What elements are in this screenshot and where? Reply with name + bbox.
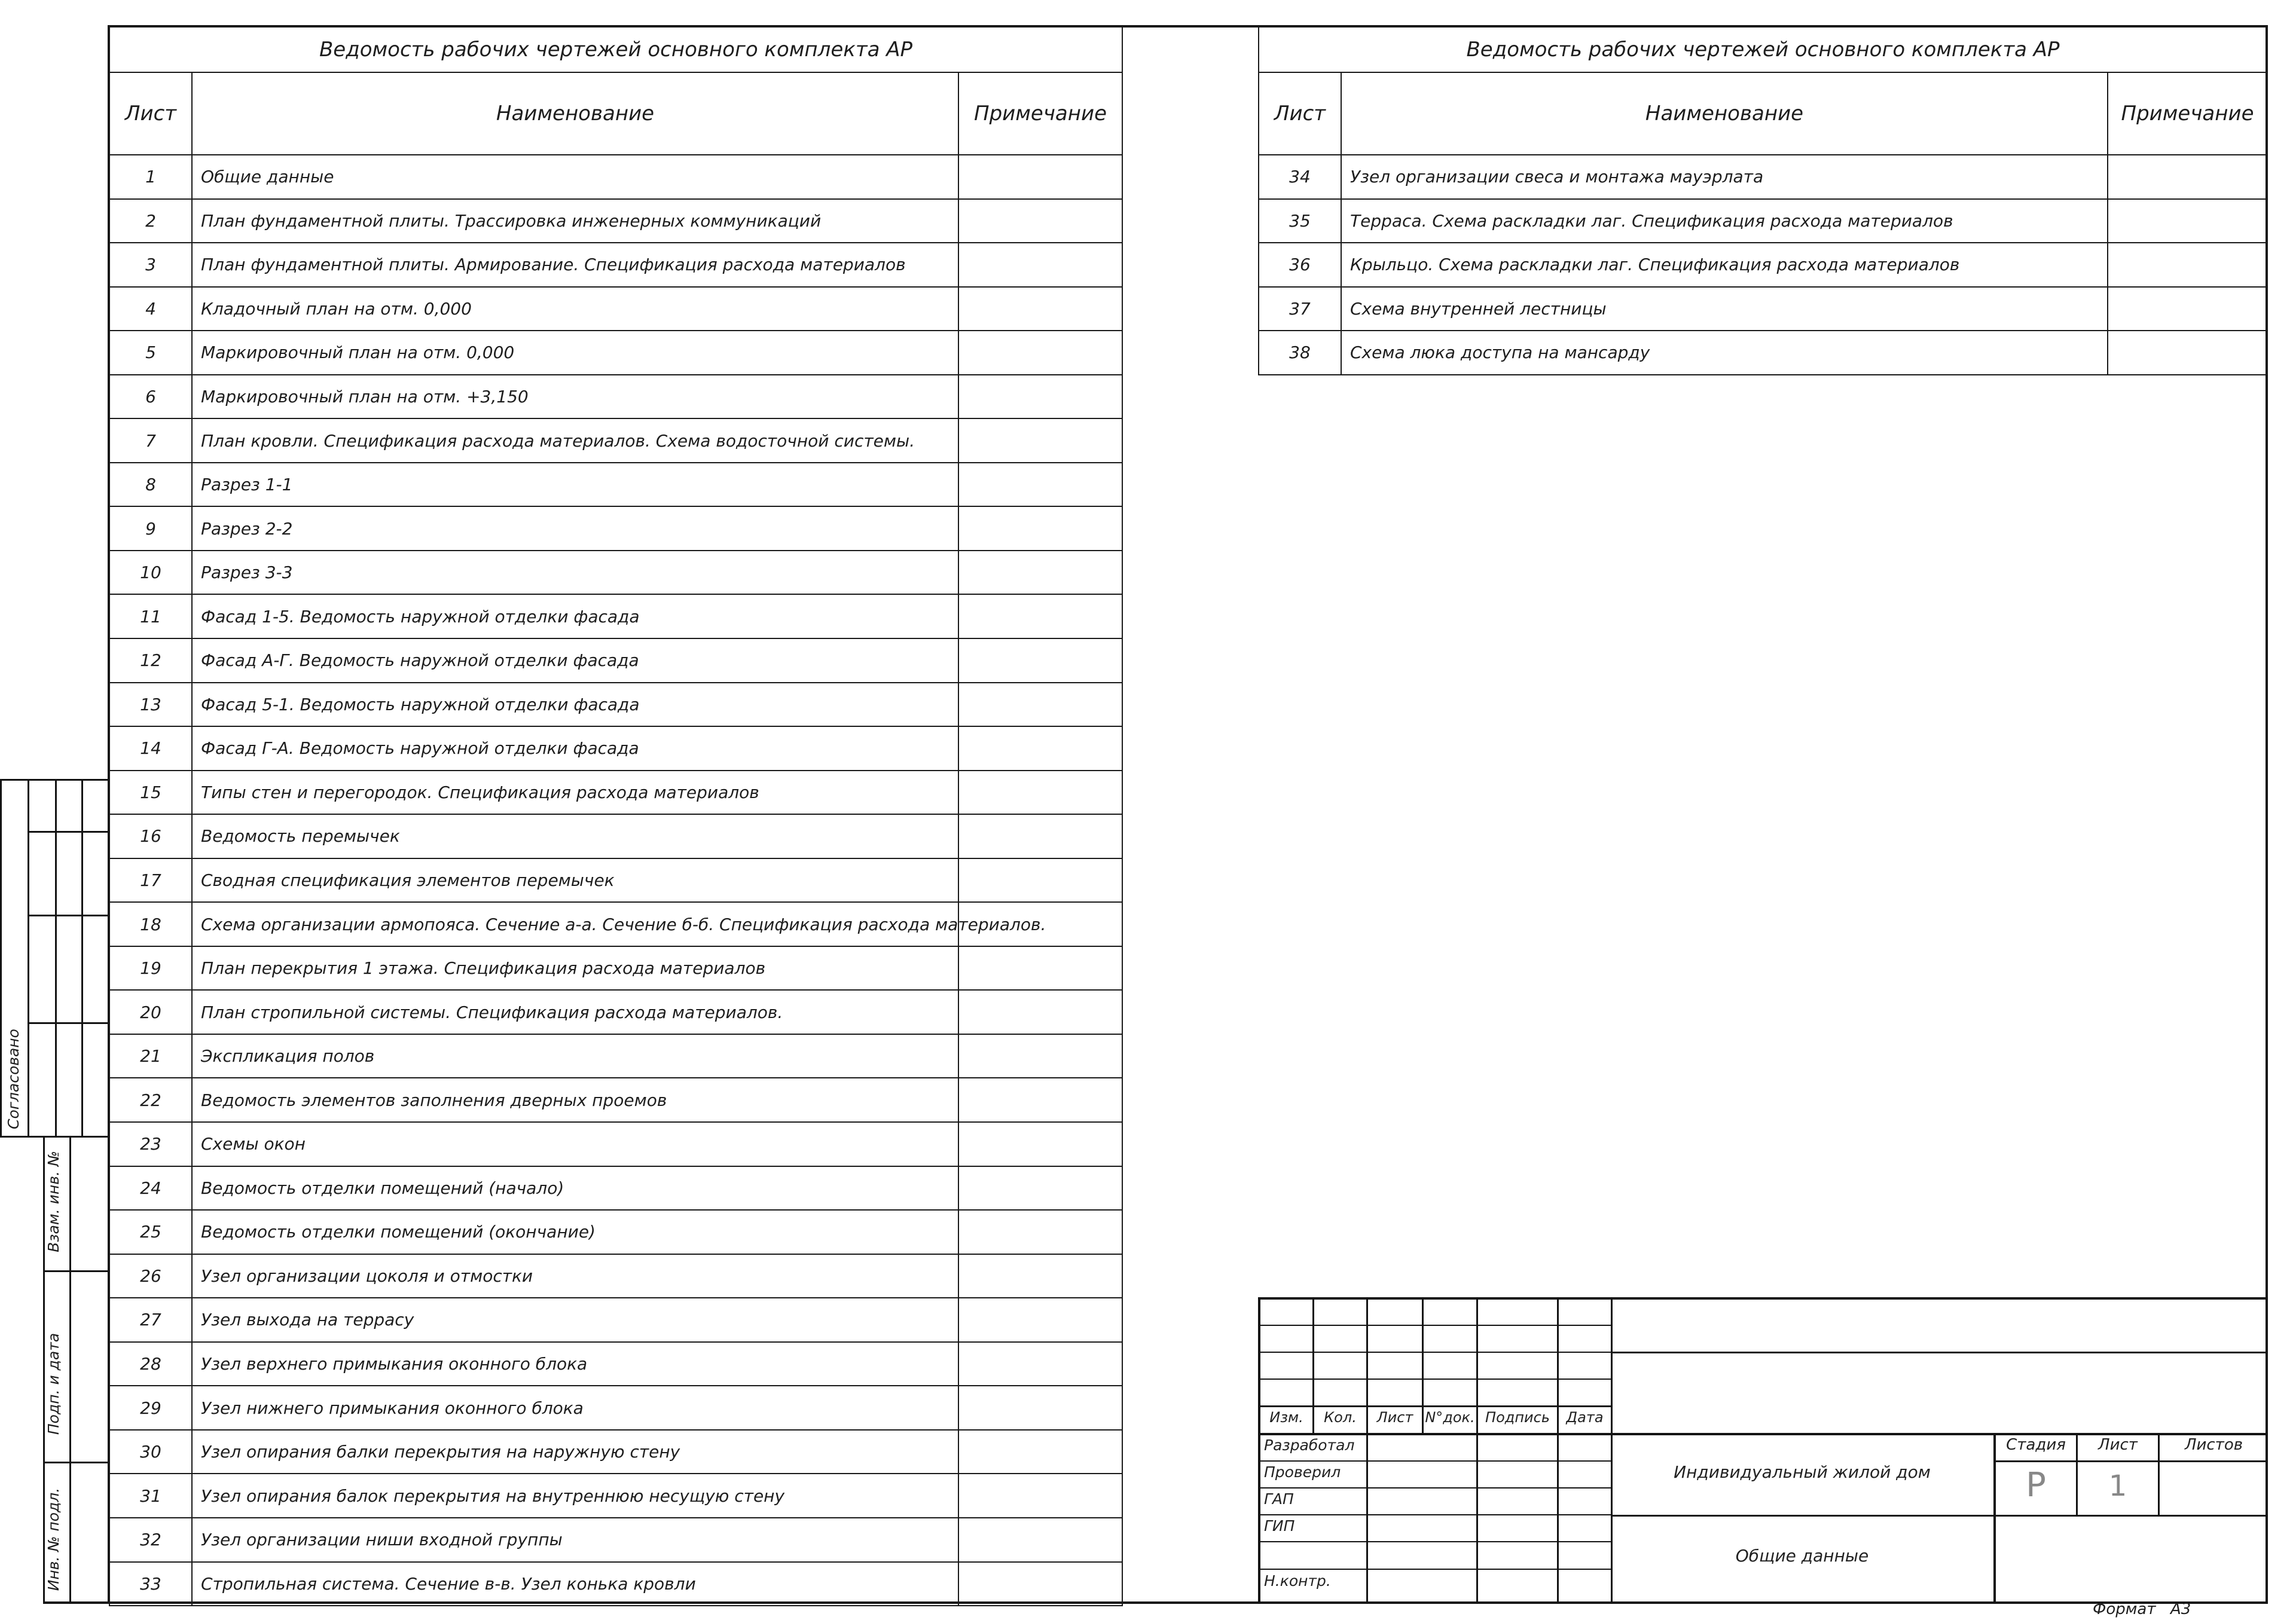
sheet-title: Фасад 1-5. Ведомость наружной отделки фасада <box>192 594 958 638</box>
table-row <box>109 331 1122 375</box>
title-block-header: N°док. <box>1425 1409 1475 1426</box>
col-header-sheet: Лист <box>1259 72 1341 155</box>
sheet-title: Узел нижнего примыкания оконного блока <box>192 1386 958 1430</box>
col-header-note: Примечание <box>2108 72 2267 155</box>
sheet-number: 8 <box>109 463 192 507</box>
sheet-number: 2 <box>109 199 192 243</box>
sheet-title: План фундаментной плиты. Трассировка инженерных коммуникаций <box>192 199 958 243</box>
side-stamp-inv-orig: Инв. № подл. <box>45 1487 62 1591</box>
sheet-title: Разрез 2-2 <box>192 506 958 551</box>
sheet-note <box>958 1342 1122 1386</box>
sheet-value: 1 <box>2108 1469 2127 1503</box>
sheet-note <box>958 155 1122 199</box>
sheet-title: Терраса. Схема раскладки лаг. Спецификация расхода материалов <box>1341 199 2108 243</box>
table-row <box>109 1254 1122 1298</box>
sheet-note <box>958 1210 1122 1254</box>
sheet-title: Ведомость отделки помещений (начало) <box>192 1166 958 1211</box>
sheet-number: 31 <box>109 1474 192 1518</box>
table-row <box>109 1078 1122 1122</box>
sheet-note <box>958 1474 1122 1518</box>
table-row <box>109 506 1122 551</box>
sheet-title: Разрез 3-3 <box>192 551 958 595</box>
sheet-note <box>958 1122 1122 1166</box>
sheet-title: План стропильной системы. Спецификация расхода материалов. <box>192 990 958 1034</box>
sheet-title: Схема люка доступа на мансарду <box>1341 331 2108 375</box>
sheet-number: 32 <box>109 1518 192 1562</box>
sheet-note <box>2108 331 2267 375</box>
sheet-note <box>958 814 1122 858</box>
sheet-number: 16 <box>109 814 192 858</box>
sheet-note <box>958 551 1122 595</box>
sheet-number: 1 <box>109 155 192 199</box>
sheet-note <box>958 990 1122 1034</box>
sheet-title: Ведомость отделки помещений (окончание) <box>192 1210 958 1254</box>
sheet-note <box>958 726 1122 771</box>
sheet-title: Схема организации армопояса. Сечение а-а. Сечение б-б. Спецификация расхода материалов. <box>192 902 958 946</box>
sheet-number: 28 <box>109 1342 192 1386</box>
sheet-number: 35 <box>1259 199 1341 243</box>
sheet-title: Узел верхнего примыкания оконного блока <box>192 1342 958 1386</box>
table-row <box>109 902 1122 946</box>
table-row <box>109 418 1122 463</box>
title-block-header: Изм. <box>1269 1409 1303 1426</box>
sheet-number: 33 <box>109 1562 192 1606</box>
table-row <box>109 375 1122 419</box>
sheet-number: 5 <box>109 331 192 375</box>
sheet-number: 6 <box>109 375 192 419</box>
sheet-note <box>958 331 1122 375</box>
table-row <box>109 243 1122 287</box>
sheet-number: 37 <box>1259 287 1341 331</box>
sheet-list-table-left <box>109 26 1123 1606</box>
sheet-number: 24 <box>109 1166 192 1211</box>
title-block-role: Н.контр. <box>1264 1572 1331 1590</box>
sheet-title: Маркировочный план на отм. +3,150 <box>192 375 958 419</box>
sheet-title: План фундаментной плиты. Армирование. Спецификация расхода материалов <box>192 243 958 287</box>
sheet-note <box>958 771 1122 815</box>
col-header-note: Примечание <box>958 72 1122 155</box>
sheet-title: Разрез 1-1 <box>192 463 958 507</box>
title-block-header: Кол. <box>1324 1409 1357 1426</box>
sheet-note <box>958 1518 1122 1562</box>
sheet-note <box>2108 243 2267 287</box>
title-block-role: Проверил <box>1264 1463 1341 1481</box>
sheet-title: План перекрытия 1 этажа. Спецификация расхода материалов <box>192 946 958 991</box>
sheet-note <box>2108 199 2267 243</box>
sheet-number: 25 <box>109 1210 192 1254</box>
sheet-note <box>2108 287 2267 331</box>
table-row <box>109 594 1122 638</box>
table-row <box>1259 287 2267 331</box>
sheet-title: Узел организации цоколя и отмостки <box>192 1254 958 1298</box>
table-row <box>109 1562 1122 1606</box>
sheet-note <box>958 1254 1122 1298</box>
table-row <box>109 1298 1122 1342</box>
format-value: А3 <box>2170 1600 2191 1618</box>
table-row <box>109 1034 1122 1078</box>
table-row <box>109 814 1122 858</box>
sheet-title: Общие данные <box>192 155 958 199</box>
sheet-note <box>958 946 1122 991</box>
sheet-number: 11 <box>109 594 192 638</box>
sheet-note <box>958 683 1122 727</box>
table-row <box>109 946 1122 991</box>
table-row <box>109 551 1122 595</box>
sheet-number: 15 <box>109 771 192 815</box>
sheet-number: 18 <box>109 902 192 946</box>
sheet-title: Узел организации свеса и монтажа мауэрлата <box>1341 155 2108 199</box>
sheet-note <box>958 199 1122 243</box>
table-row <box>109 771 1122 815</box>
sheet-number: 36 <box>1259 243 1341 287</box>
table-row <box>1259 331 2267 375</box>
sheet-number: 22 <box>109 1078 192 1122</box>
sheet-label: Лист <box>2098 1436 2138 1454</box>
project-name: Индивидуальный жилой дом <box>1674 1462 1931 1482</box>
sheet-number: 38 <box>1259 331 1341 375</box>
sheet-note <box>958 506 1122 551</box>
sheet-number: 27 <box>109 1298 192 1342</box>
sheet-note <box>958 594 1122 638</box>
sheet-number: 23 <box>109 1122 192 1166</box>
sheet-number: 19 <box>109 946 192 991</box>
sheet-note <box>958 243 1122 287</box>
sheet-note <box>958 1166 1122 1211</box>
sheet-title: Стропильная система. Сечение в-в. Узел конька кровли <box>192 1562 958 1606</box>
sheet-note <box>958 418 1122 463</box>
sheet-note <box>958 858 1122 903</box>
table-row <box>1259 243 2267 287</box>
sheet-number: 9 <box>109 506 192 551</box>
sheets-label: Листов <box>2184 1436 2243 1454</box>
sheet-title: Ведомость перемычек <box>192 814 958 858</box>
sheet-number: 30 <box>109 1430 192 1474</box>
title-block-header: Дата <box>1566 1409 1604 1426</box>
sheet-title: Ведомость элементов заполнения дверных проемов <box>192 1078 958 1122</box>
sheet-note <box>2108 155 2267 199</box>
sheet-title: План кровли. Спецификация расхода материалов. Схема водосточной системы. <box>192 418 958 463</box>
sheet-title: Крыльцо. Схема раскладки лаг. Спецификация расхода материалов <box>1341 243 2108 287</box>
sheet-note <box>958 287 1122 331</box>
sheet-name: Общие данные <box>1735 1546 1869 1566</box>
col-header-name: Наименование <box>192 72 958 155</box>
table-row <box>109 858 1122 903</box>
sheet-number: 20 <box>109 990 192 1034</box>
sheet-number: 7 <box>109 418 192 463</box>
table-row <box>109 1518 1122 1562</box>
sheet-note <box>958 1078 1122 1122</box>
sheet-title: Схема внутренней лестницы <box>1341 287 2108 331</box>
sheet-number: 13 <box>109 683 192 727</box>
side-stamp-agreed: Согласовано <box>5 1029 22 1129</box>
sheet-list-table-right <box>1258 26 2268 375</box>
sheet-number: 4 <box>109 287 192 331</box>
stage-value: Р <box>2026 1466 2046 1505</box>
table-row <box>109 990 1122 1034</box>
sheet-note <box>958 375 1122 419</box>
sheet-number: 3 <box>109 243 192 287</box>
side-stamp-sign-date: Подп. и дата <box>45 1332 62 1435</box>
table-row <box>109 1386 1122 1430</box>
table-row <box>109 1430 1122 1474</box>
format-label: Формат <box>2093 1600 2156 1618</box>
table-row <box>109 683 1122 727</box>
sheet-number: 14 <box>109 726 192 771</box>
sheet-note <box>958 1298 1122 1342</box>
sheet-note <box>958 463 1122 507</box>
sheet-title: Экспликация полов <box>192 1034 958 1078</box>
sheet-title: Узел организации ниши входной группы <box>192 1518 958 1562</box>
title-block-header: Подпись <box>1485 1409 1550 1426</box>
table-row <box>109 155 1122 199</box>
table-row <box>109 463 1122 507</box>
sheet-title: Типы стен и перегородок. Спецификация расхода материалов <box>192 771 958 815</box>
sheet-title: Узел выхода на террасу <box>192 1298 958 1342</box>
table-row <box>109 1474 1122 1518</box>
sheet-number: 29 <box>109 1386 192 1430</box>
table-title: Ведомость рабочих чертежей основного комплекта АР <box>1259 27 2267 72</box>
sheet-note <box>958 1034 1122 1078</box>
table-row <box>109 1210 1122 1254</box>
sheet-number: 34 <box>1259 155 1341 199</box>
table-row <box>109 1122 1122 1166</box>
sheet-title: Фасад 5-1. Ведомость наружной отделки фасада <box>192 683 958 727</box>
sheet-title: Кладочный план на отм. 0,000 <box>192 287 958 331</box>
table-row <box>109 726 1122 771</box>
sheet-number: 21 <box>109 1034 192 1078</box>
sheet-title: Сводная спецификация элементов перемычек <box>192 858 958 903</box>
table-title: Ведомость рабочих чертежей основного комплекта АР <box>109 27 1122 72</box>
sheet-note <box>958 638 1122 683</box>
sheet-number: 17 <box>109 858 192 903</box>
title-block-role: Разработал <box>1264 1436 1355 1454</box>
table-row <box>1259 155 2267 199</box>
sheet-number: 12 <box>109 638 192 683</box>
sheet-note <box>958 1562 1122 1606</box>
col-header-name: Наименование <box>1341 72 2108 155</box>
sheet-title: Маркировочный план на отм. 0,000 <box>192 331 958 375</box>
table-row <box>109 1342 1122 1386</box>
table-row <box>109 1166 1122 1211</box>
title-block-header: Лист <box>1376 1409 1413 1426</box>
sheet-note <box>958 1386 1122 1430</box>
sheet-title: Фасад Г-А. Ведомость наружной отделки фасада <box>192 726 958 771</box>
table-row <box>109 199 1122 243</box>
sheet-number: 10 <box>109 551 192 595</box>
stage-label: Стадия <box>2006 1436 2066 1454</box>
table-row <box>109 287 1122 331</box>
sheet-title: Схемы окон <box>192 1122 958 1166</box>
sheet-note <box>958 1430 1122 1474</box>
title-block-role: ГИП <box>1264 1517 1295 1535</box>
table-row <box>1259 199 2267 243</box>
sheet-title: Фасад А-Г. Ведомость наружной отделки фасада <box>192 638 958 683</box>
title-block-role: ГАП <box>1264 1490 1294 1508</box>
table-row <box>109 638 1122 683</box>
sheet-number: 26 <box>109 1254 192 1298</box>
sheet-title: Узел опирания балок перекрытия на внутреннюю несущую стену <box>192 1474 958 1518</box>
side-stamp-replaced-inv: Взам. инв. № <box>45 1151 62 1252</box>
sheet-title: Узел опирания балки перекрытия на наружную стену <box>192 1430 958 1474</box>
col-header-sheet: Лист <box>109 72 192 155</box>
